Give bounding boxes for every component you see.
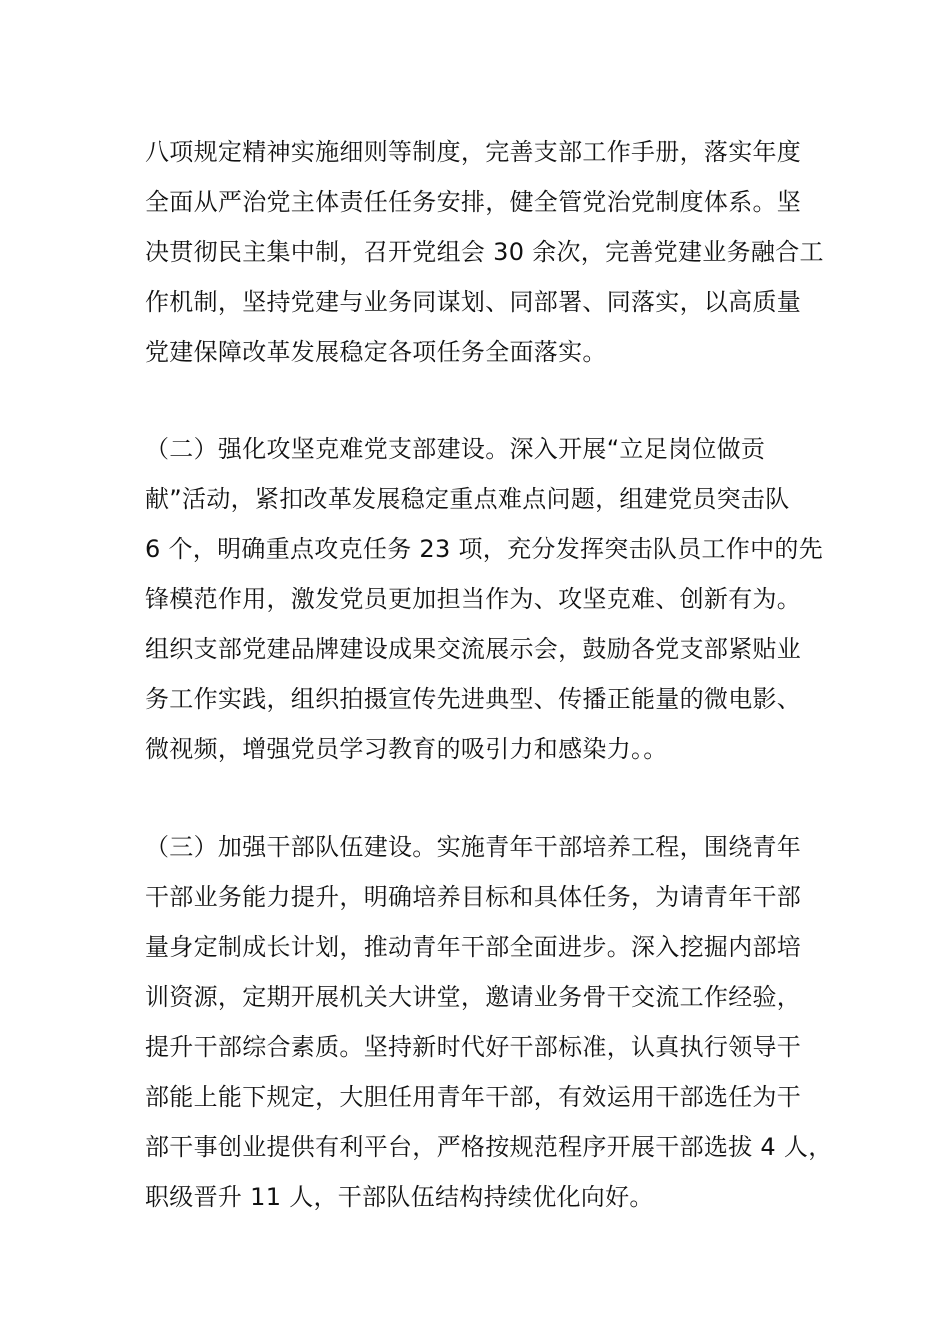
paragraph-cadre-team (145, 822, 833, 1222)
text-line: 八项规定精神实施细则等制度，完善支部工作手册，落实年度 (145, 138, 802, 166)
text-line: （二）强化攻坚克难党支部建设。深入开展“立足岗位做贡 (145, 435, 766, 463)
text-line: 献”活动，紧扣改革发展稳定重点难点问题，组建党员突击队 (145, 485, 790, 513)
text-line: 职级晋升 11 人，干部队伍结构持续优化向好。 (145, 1183, 654, 1211)
text-line: 6 个，明确重点攻克任务 23 项，充分发挥突击队员工作中的先 (145, 535, 823, 563)
text-line: 微视频，增强党员学习教育的吸引力和感染力。。 (145, 735, 668, 763)
text-line: 务工作实践，组织拍摄宣传先进典型、传播正能量的微电影、 (145, 685, 802, 713)
text-line: 部干事创业提供有利平台，严格按规范程序开展干部选拔 4 人， (145, 1133, 833, 1161)
text-line: 量身定制成长计划，推动青年干部全面进步。深入挖掘内部培 (145, 933, 802, 961)
text-line: 提升干部综合素质。坚持新时代好干部标准，认真执行领导干 (145, 1033, 802, 1061)
text-line: 训资源，定期开展机关大讲堂，邀请业务骨干交流工作经验， (145, 983, 802, 1011)
text-line: 作机制，坚持党建与业务同谋划、同部署、同落实，以高质量 (145, 288, 802, 316)
text-line: 组织支部党建品牌建设成果交流展示会，鼓励各党支部紧贴业 (145, 635, 802, 663)
text-line: （三）加强干部队伍建设。实施青年干部培养工程，围绕青年 (145, 833, 802, 861)
text-line: 锋模范作用，激发党员更加担当作为、攻坚克难、创新有为。 (145, 585, 802, 613)
text-line: 部能上能下规定，大胆任用青年干部，有效运用干部选任为干 (145, 1083, 802, 1111)
paragraph-party-system (145, 127, 824, 377)
text-line: 党建保障改革发展稳定各项任务全面落实。 (145, 338, 607, 366)
text-line: 干部业务能力提升，明确培养目标和具体任务，为请青年干部 (145, 883, 802, 911)
text-line: 决贯彻民主集中制，召开党组会 30 余次，完善党建业务融合工 (145, 238, 824, 266)
paragraph-branch-construction (145, 424, 823, 774)
text-line: 全面从严治党主体责任任务安排，健全管党治党制度体系。坚 (145, 188, 802, 216)
